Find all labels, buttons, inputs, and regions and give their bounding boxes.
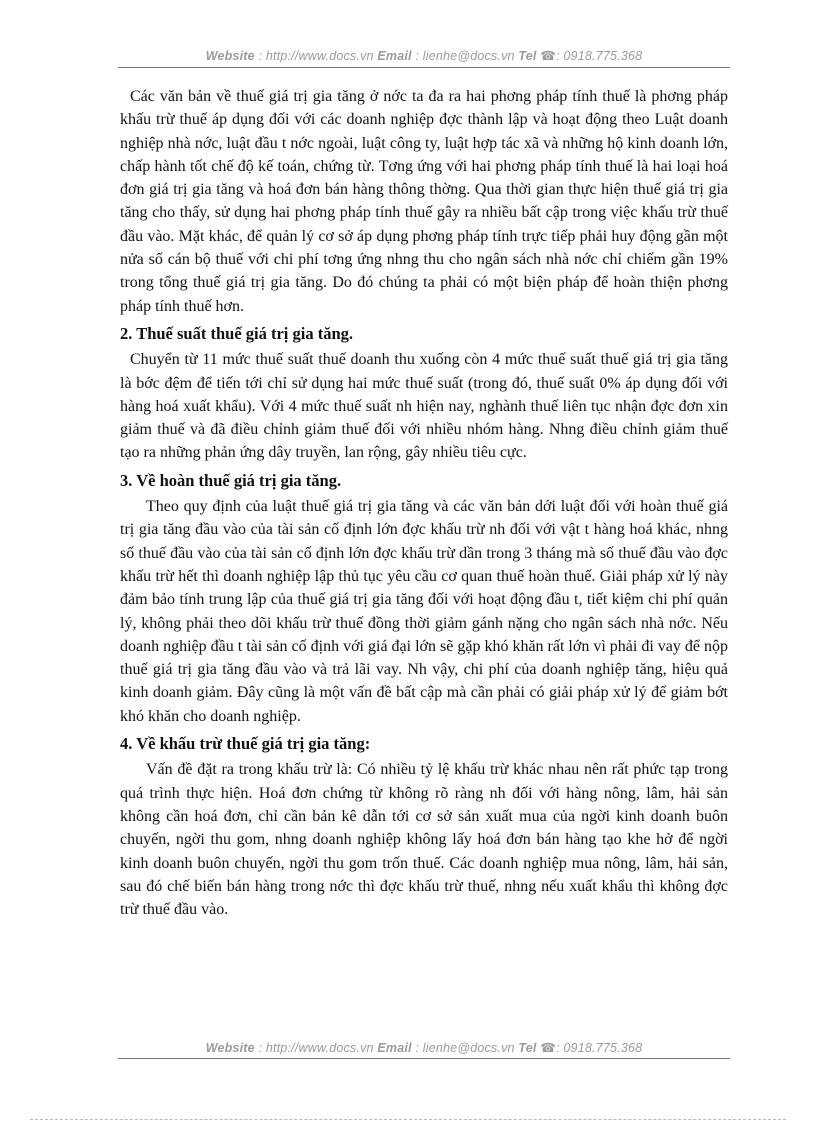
footer-website-label: Website <box>205 1041 255 1055</box>
page-header <box>118 48 730 63</box>
section-heading-tax-refund: 3. Về hoàn thuế giá trị gia tăng. <box>120 470 342 490</box>
header-email-value: : lienhe@docs.vn <box>415 49 515 63</box>
section-heading-tax-rate: 2. Thuế suất thuế giá trị gia tăng. <box>120 323 354 343</box>
intro-paragraph: Các văn bản về thuế giá trị gia tăng ở nớc ta đa ra hai phơng pháp tính thuế là phơng pháp khấu trừ thuế áp dụng đối với các doanh nghiệp đợc thành lập và hoạt động theo Luật doanh nghiệp nhà nớc, luật đầu t nớc ngoài, luật công ty, luật hợp tác xã và những hộ kinh doanh lớn, chấp hành tốt chế độ kế toán, chứng từ. Tơng ứng với hai phơng pháp tính thuế là hai loại hoá đơn giá trị gia tăng và hoá đơn bán hàng thông thờng. Qua thời gian thực hiện thuế giá trị gia tăng cho thấy, sử dụng hai phơng pháp tính thuế gây ra nhiều bất cập trong việc khấu trừ thuế đầu vào. Mặt khác, để quản lý cơ sở áp dụng phơng pháp tính trực tiếp phải huy động gần một nửa số cán bộ thuế với chi phí tơng ứng nhng thu cho ngân sách nhà nớc chỉ chiếm gần 19% trong tổng thuế giá trị gia tăng. Do đó chúng ta phải có một biện pháp để hoàn thiện phơng pháp tính thuế hơn. <box>120 88 728 315</box>
page-footer <box>118 1040 730 1055</box>
footer-tel-value: : 0918.775.368 <box>556 1041 643 1055</box>
section-paragraph-tax-deduction: Vấn đề đặt ra trong khấu trừ là: Có nhiều tỷ lệ khấu trừ khác nhau nên rất phức tạp trong quá trình thực hiện. Hoá đơn chứng từ không rõ ràng nh đối với hàng nông, lâm, hải sản không cần hoá đơn, chỉ cần bản kê dẫn tới cơ sở sản xuất mua của ngời kinh doanh buôn chuyến, ngời thu gom, nhng doanh nghiệp không lấy hoá đơn bán hàng tạo khe hở để ngời kinh doanh buôn chuyến, ngời thu gom trốn thuế. Các doanh nghiệp mua nông, lâm, hải sản, sau đó chế biến bán hàng trong nớc thì đợc khấu trừ thuế, nhng nếu xuất khẩu thì không đợc trừ thuế đầu vào. <box>120 761 728 919</box>
section-paragraph-tax-refund: Theo quy định của luật thuế giá trị gia tăng và các văn bản dới luật đối với hoàn thuế giá trị gia tăng đầu vào của tài sản cố định lớn đợc khấu trừ nh đối với vật t hàng hoá khác, nhng số thuế đầu vào của tài sản cố định lớn đợc khấu trừ dần trong 3 tháng mà số thuế đầu vào đợc khấu trừ hết thì doanh nghiệp lập thủ tục yêu cầu cơ quan thuế hoàn thuế. Giải pháp xử lý này đảm bảo tính trung lập của thuế giá trị gia tăng đối với hoạt động đầu t, tiết kiệm chi phí quản lý, không phải theo dõi khấu trừ thuế đồng thời giảm gánh nặng cho ngân sách nhà nớc. Nếu doanh nghiệp đầu t tài sản cố định với giá đại lớn sẽ gặp khó khăn rất lớn vì phải đi vay để nộp thuế giá trị gia tăng đầu vào và trả lãi vay. Nh vậy, chi phí của doanh nghiệp tăng, hiệu quả kinh doanh giảm. Đây cũng là một vấn đề bất cập mà cần phải có giải pháp xử lý để giảm bớt khó khăn cho doanh nghiệp. <box>120 498 728 725</box>
footer-email-label: Email <box>377 1041 412 1055</box>
footer-email-value: : lienhe@docs.vn <box>415 1041 515 1055</box>
page-break-line <box>30 1119 786 1120</box>
phone-icon: ☎ <box>540 1041 557 1055</box>
section-paragraph-tax-rate: Chuyển từ 11 mức thuế suất thuế doanh thu xuống còn 4 mức thuế suất thuế giá trị gia tăng là bớc đệm để tiến tới chỉ sử dụng hai mức thuế suất (trong đó, thuế suất 0% áp dụng đối với hàng hoá xuất khẩu). Với 4 mức thuế suất nh hiện nay, nghành thuế liên tục nhận đợc đơn xin giảm thuế và đã điều chỉnh giảm thuế đối với nhiều nhóm hàng. Nhng điều chỉnh giảm thuế tạo ra những phản ứng dây truyền, lan rộng, gây nhiều tiêu cực. <box>120 351 728 462</box>
header-divider <box>118 67 730 68</box>
header-website-label: Website <box>205 49 255 63</box>
phone-icon: ☎ <box>540 49 557 63</box>
header-tel-value: : 0918.775.368 <box>556 49 643 63</box>
header-email-label: Email <box>377 49 412 63</box>
footer-tel-label: Tel <box>518 1041 537 1055</box>
header-tel-label: Tel <box>518 49 537 63</box>
document-body <box>120 85 728 921</box>
header-website-value: : http://www.docs.vn <box>258 49 374 63</box>
footer-website-value: : http://www.docs.vn <box>258 1041 374 1055</box>
footer-divider <box>118 1058 730 1059</box>
section-heading-tax-deduction: 4. Về khấu trừ thuế giá trị gia tăng: <box>120 734 371 754</box>
